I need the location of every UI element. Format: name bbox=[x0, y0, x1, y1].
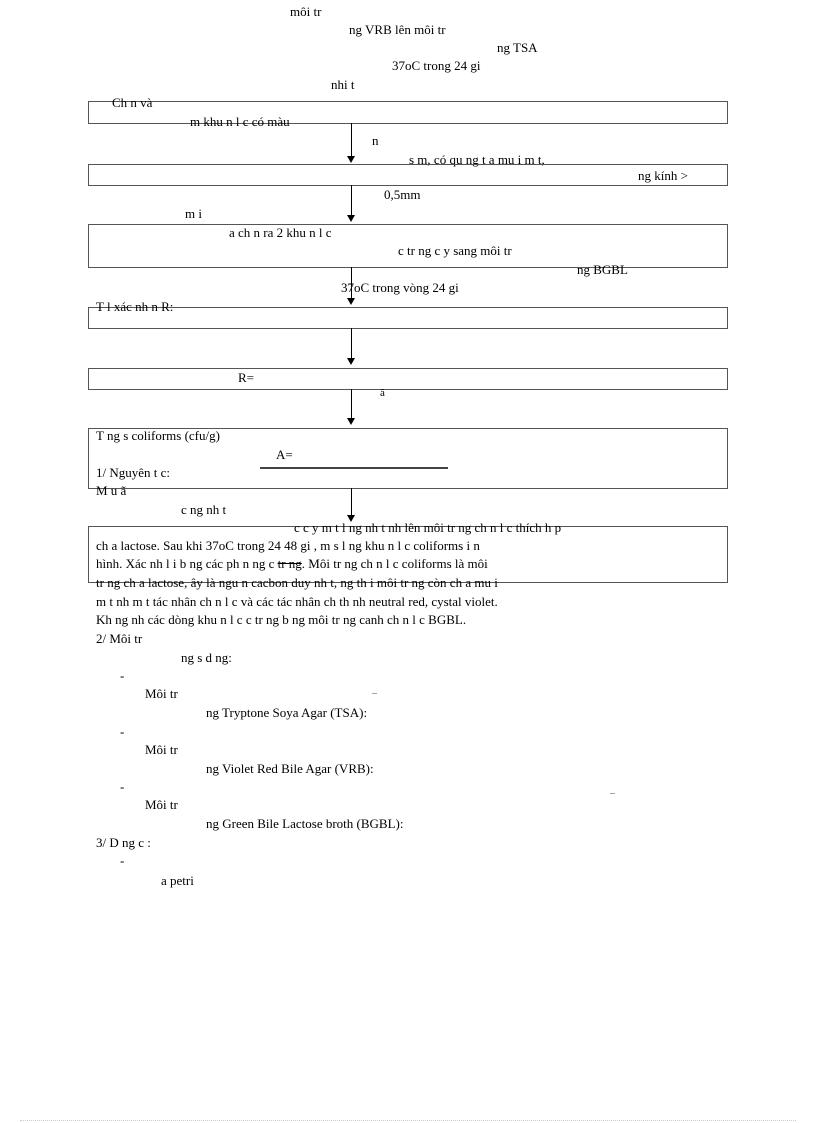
flow-box-4 bbox=[88, 307, 728, 329]
flow-text: 0,5mm bbox=[384, 187, 421, 202]
body-text: tr ng ch a lactose, ây là ngu n cacbon duy nh t, ng th i môi tr ng còn ch a mu i bbox=[96, 575, 498, 590]
body-text: ng s d ng: bbox=[181, 650, 232, 665]
struck-text: tr ng bbox=[277, 556, 302, 571]
flow-text: nhi t bbox=[331, 77, 355, 92]
flow-text: A= bbox=[276, 447, 293, 462]
body-text: Kh ng nh các dòng khu n l c c tr ng b ng môi tr ng canh ch n l c BGBL. bbox=[96, 612, 467, 627]
body-text: ch a lactose. Sau khi 37oC trong 24 48 gi , m s l ng khu n l c coliforms i n bbox=[96, 538, 480, 553]
flow-connector bbox=[351, 389, 352, 420]
list-bullet: - bbox=[120, 668, 125, 683]
arrow-down-icon bbox=[347, 418, 355, 425]
flow-text: ng VRB lên môi tr bbox=[349, 22, 446, 37]
flow-connector bbox=[351, 123, 352, 158]
body-text: ng Violet Red Bile Agar (VRB): bbox=[206, 761, 374, 776]
flow-text: 37oC trong vòng 24 gi bbox=[341, 280, 459, 295]
flow-text: T ng s coliforms (cfu/g) bbox=[96, 428, 220, 443]
flow-text: m khu n l c có màu bbox=[190, 114, 290, 129]
flow-box-5 bbox=[88, 368, 728, 390]
body-text: Môi tr bbox=[145, 686, 178, 701]
flow-text: n bbox=[372, 133, 379, 148]
section-heading: 3/ D ng c : bbox=[96, 835, 151, 850]
flow-text: a ch n ra 2 khu n l c bbox=[229, 225, 332, 240]
page-bottom-border bbox=[20, 1120, 796, 1121]
flow-text: s m, có qu ng t a mu i m t, bbox=[409, 152, 545, 167]
arrow-down-icon bbox=[347, 215, 355, 222]
list-bullet: - bbox=[120, 724, 125, 739]
flow-connector bbox=[351, 328, 352, 360]
flow-text: Ch n và bbox=[112, 95, 153, 110]
body-text-part: . Môi tr ng ch n l c coliforms là môi bbox=[301, 556, 488, 571]
flow-text: ng kính > bbox=[638, 168, 688, 183]
body-text: Môi tr bbox=[145, 797, 178, 812]
section-heading: 2/ Môi tr bbox=[96, 631, 143, 646]
section-heading: 1/ Nguyên t c: bbox=[96, 465, 171, 480]
flow-text: môi tr bbox=[290, 4, 322, 19]
flow-text: m i bbox=[185, 206, 202, 221]
body-text: c c y m t l ng nh t nh lên môi tr ng ch n l c thích h p bbox=[294, 520, 562, 535]
flow-text: ng BGBL bbox=[577, 262, 628, 277]
arrow-down-icon bbox=[347, 358, 355, 365]
body-text: a petri bbox=[161, 873, 194, 888]
stray-mark: – bbox=[372, 688, 377, 699]
arrow-down-icon bbox=[347, 156, 355, 163]
stray-mark: – bbox=[610, 788, 615, 799]
body-text bbox=[96, 556, 488, 571]
arrow-down-icon bbox=[347, 298, 355, 305]
body-text-part: hình. Xác nh l i b ng các ph n ng c bbox=[96, 556, 275, 571]
flow-text: ã bbox=[380, 387, 385, 399]
flow-text: T l xác nh n R: bbox=[96, 299, 174, 314]
list-bullet: - bbox=[120, 853, 125, 868]
body-text: c ng nh t bbox=[181, 502, 227, 517]
flow-box-1 bbox=[88, 101, 728, 124]
body-text: M u ã bbox=[96, 483, 127, 498]
flow-text: R= bbox=[238, 370, 255, 385]
flow-box-2 bbox=[88, 164, 728, 186]
fraction-bar bbox=[260, 467, 448, 469]
body-text: ng Tryptone Soya Agar (TSA): bbox=[206, 705, 368, 720]
flow-connector bbox=[351, 185, 352, 217]
body-text: m t nh m t tác nhân ch n l c và các tác nhân ch th nh neutral red, cystal violet. bbox=[96, 594, 498, 609]
body-text: Môi tr bbox=[145, 742, 178, 757]
flow-text: 37oC trong 24 gi bbox=[392, 58, 481, 73]
body-text: ng Green Bile Lactose broth (BGBL): bbox=[206, 816, 404, 831]
flow-text: c tr ng c y sang môi tr bbox=[398, 243, 512, 258]
flow-connector bbox=[351, 488, 352, 517]
flow-text: ng TSA bbox=[497, 40, 538, 55]
list-bullet: - bbox=[120, 779, 125, 794]
